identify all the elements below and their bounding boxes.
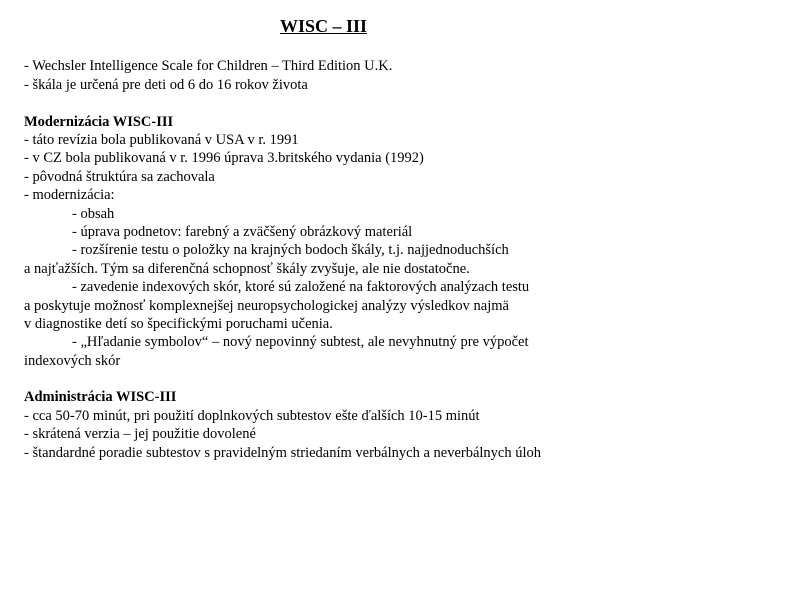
admin-line-1: - cca 50-70 minút, pri použití doplnkových subtestov ešte ďalších 10-15 minút: [24, 408, 480, 424]
page-title: WISC – III: [280, 16, 368, 36]
admin-line-3: - štandardné poradie subtestov s pravidelným striedaním verbálnych a neverbálnych úloh: [24, 445, 542, 461]
modern-line-1: - táto revízia bola publikovaná v USA v r. 1991: [24, 132, 299, 148]
modern-sub-1: - obsah: [72, 206, 115, 222]
modern-sub-5: - „Hľadanie symbolov“ – nový nepovinný subtest, ale nevyhnutný pre výpočet: [72, 334, 529, 350]
modern-sub-3: - rozšírenie testu o položky na krajných bodoch škály, t.j. najjednoduchších: [72, 242, 509, 258]
admin-line-2: - skrátená verzia – jej použitie dovolené: [24, 426, 256, 442]
intro-line-2: - škála je určená pre deti od 6 do 16 rokov života: [24, 77, 308, 93]
section-heading-administracia: Administrácia WISC-III: [24, 389, 177, 405]
intro-line-1: - Wechsler Intelligence Scale for Children – Third Edition U.K.: [24, 58, 393, 74]
modern-sub-3-cont: a najťažších. Tým sa diferenčná schopnosť škály zvyšuje, ale nie dostatočne.: [24, 261, 470, 277]
modern-line-4: - modernizácia:: [24, 187, 115, 203]
modern-sub-4-cont-1: a poskytuje možnosť komplexnejšej neuropsychologickej analýzy výsledkov najmä: [24, 298, 509, 314]
modern-line-2: - v CZ bola publikovaná v r. 1996 úprava 3.britského vydania (1992): [24, 150, 424, 166]
modern-sub-4-cont-2: v diagnostike detí so špecifickými poruchami učenia.: [24, 316, 333, 332]
section-heading-modernizacia: Modernizácia WISC-III: [24, 114, 174, 130]
modern-line-3: - pôvodná štruktúra sa zachovala: [24, 169, 215, 185]
modern-sub-2: - úprava podnetov: farebný a zväčšený obrázkový materiál: [72, 224, 413, 240]
modern-sub-5-cont: indexových skór: [24, 353, 121, 369]
modern-sub-4: - zavedenie indexových skór, ktoré sú založené na faktorových analýzach testu: [72, 279, 530, 295]
